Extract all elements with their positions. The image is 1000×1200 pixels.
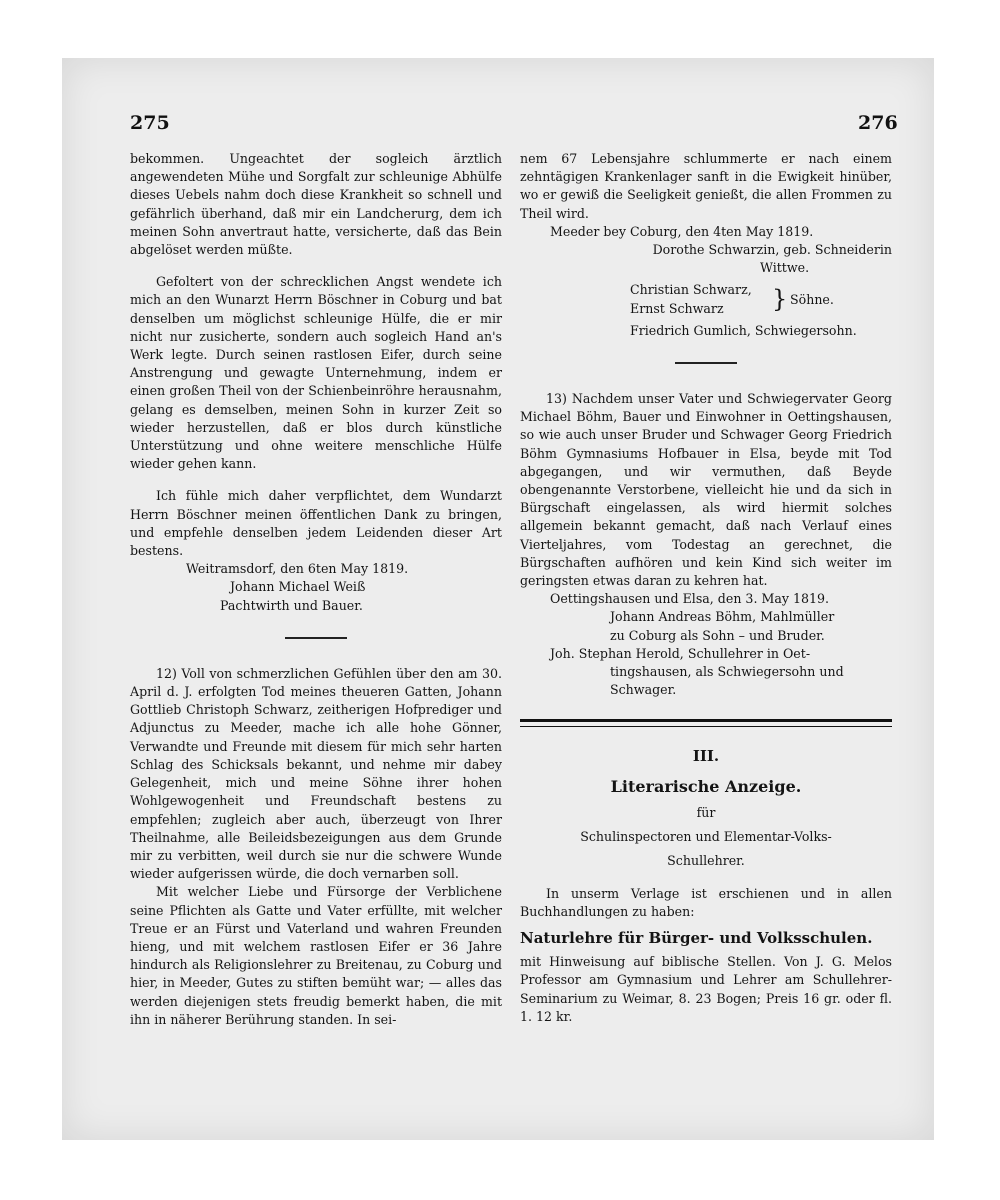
divider: [675, 362, 737, 364]
signer-2-line-2: tingshausen, als Schwiegersohn und: [610, 664, 844, 680]
brace-icon: }: [772, 285, 788, 314]
right-place-date: Meeder bey Coburg, den 4ten May 1819.: [550, 223, 814, 239]
divider: [285, 637, 347, 639]
subheading-fuer: für: [696, 804, 716, 820]
son-1: Christian Schwarz,: [630, 282, 752, 298]
right-paragraph-notice-13: 13) Nachdem unser Vater und Schwiegervater Georg Michael Böhm, Bauer und Einwohner in Oettingshausen, so wie auch unser Bruder und Schwager Georg Friedrich Böhm Gymnasiums Hofbauer in Elsa, beyde mit Tod abgegangen, und wir vermuthen, daß Beyde obengenannte Verstorbene, vielleicht hie und da sich in Bürgschaft eingelassen, als wird hiermit solches allgemein bekannt gemacht, daß nach Verlauf eines Vierteljahres, vom Todestag an gerechnet, die Bürgschaften aufhören und kein Kind sich weiter im geringsten etwas daran zu kehren hat.: [520, 391, 892, 589]
sons-group: [520, 281, 892, 317]
book-title: Naturlehre für Bürger- und Volksschulen.: [520, 928, 873, 947]
left-paragraph-5: Mit welcher Liebe und Fürsorge der Verblichene seine Pflichten als Gatte und Vater erfüllte, mit welcher Treue er an Fürst und Vaterland und wahren Freunden hieng, und mit welchem rastlosen Eifer er 36 Jahre hindurch als Religionslehrer zu Breitenau, zu Coburg und hier, in Meeder, Gutes zu stiften bemüht war; — alles das werden diejenigen stets freudig bemerkt haben, die mit ihn in näherer Berührung standen. In sei-: [130, 884, 502, 1027]
widow-line-2: Wittwe.: [760, 260, 810, 276]
left-paragraph-notice-12: 12) Voll von schmerzlichen Gefühlen über den am 30. April d. J. erfolgten Tod meines theueren Gatten, Johann Gottlieb Christoph Schwarz, zeitherigen Hofprediger und Adjunctus zu Meeder, mache ich alle hohe Gönner, Verwandte und Freunde mit diesem für mich sehr harten Schlag des Schicksals bekannt, und nehme mir dabey Gelegenheit, mich und meine Söhne ihrer hohen Wohlgewogenheit und Freundschaft bestens zu empfehlen; zugleich aber auch, überzeugt von Ihrer Theilnahme, alle Beileidsbezeigungen aus dem Grunde mir zu verbitten, weil durch sie nur die schwere Wunde wieder aufgerissen würde, die doch vernarben soll.: [130, 665, 502, 882]
right-paragraph-book-details: mit Hinweisung auf biblische Stellen. Von J. G. Melos Professor am Gymnasium und Lehrer am Schullehrer-Seminarium zu Weimar, 8. 23 Bogen; Preis 16 gr. oder fl. 1. 12 kr.: [520, 954, 892, 1024]
subheading-line-1: Schulinspectoren und Elementar-Volks-: [580, 829, 832, 845]
right-place-date-2: Oettingshausen und Elsa, den 3. May 1819.: [550, 591, 830, 607]
signer-2-line-1: Joh. Stephan Herold, Schullehrer in Oet-: [550, 645, 811, 661]
section-number: III.: [692, 747, 720, 766]
left-signer-name: Johann Michael Weiß: [230, 579, 366, 595]
section-rule-thick: [520, 719, 892, 722]
left-column: [130, 150, 502, 1029]
right-column: [520, 150, 892, 1026]
section-rule-thin: [520, 726, 892, 727]
right-paragraph-publisher: In unserm Verlage ist erschienen und in allen Buchhandlungen zu haben:: [520, 885, 892, 919]
left-paragraph-2: Gefoltert von der schrecklichen Angst wendete ich mich an den Wunarzt Herrn Böschner in Coburg und bat denselben um möglichst schleunige Hülfe, die er mir nicht nur zusicherte, sondern auch sogleich Hand an's Werk legte. Durch seinen rastlosen Eifer, durch seine Anstrengung und gewagte Unternehmung, indem er einen großen Theil von der Schienbeinröhre herausnahm, gelang es demselben, meinen Sohn in kurzer Zeit so wieder herzustellen, daß er blos durch künstliche Unterstützung und ohne weitere menschliche Hülfe wieder gehen kann.: [130, 274, 502, 472]
son-2: Ernst Schwarz: [630, 300, 724, 316]
widow-line-1: Dorothe Schwarzin, geb. Schneiderin: [652, 242, 892, 258]
sons-label: Söhne.: [790, 292, 834, 308]
subheading-line-2: Schullehrer.: [667, 853, 745, 869]
signer-2-line-3: Schwager.: [610, 682, 677, 698]
left-paragraph-3: Ich fühle mich daher verpflichtet, dem Wundarzt Herrn Böschner meinen öffentlichen Dank zu bringen, und empfehle denselben jedem Leidenden dieser Art bestens.: [130, 488, 502, 559]
left-place-date: Weitramsdorf, den 6ten May 1819.: [186, 561, 409, 577]
left-signer-title: Pachtwirth und Bauer.: [220, 597, 363, 613]
page-number-left: 275: [130, 112, 170, 134]
right-paragraph-1: nem 67 Lebensjahre schlummerte er nach einem zehntägigen Krankenlager sanft in die Ewigkeit hinüber, wo er gewiß die Seeligkeit genießt, die allen Frommen zu Theil wird.: [520, 151, 892, 221]
page-number-right: 276: [858, 112, 898, 134]
section-heading: Literarische Anzeige.: [610, 776, 802, 796]
son-in-law: Friedrich Gumlich, Schwiegersohn.: [630, 322, 857, 338]
left-paragraph-1: bekommen. Ungeachtet der sogleich ärztlich angewendeten Mühe und Sorgfalt zur schleunige Abhülfe dieses Uebels nahm doch diese Krankheit so schnell und gefährlich überhand, daß mir ein Landcherurg, dem ich meinen Sohn anvertraut hatte, versicherte, daß das Bein abgelöset werden müßte.: [130, 151, 502, 258]
signer-1-line-1: Johann Andreas Böhm, Mahlmüller: [610, 609, 835, 625]
signer-1-line-2: zu Coburg als Sohn – und Bruder.: [610, 627, 825, 643]
